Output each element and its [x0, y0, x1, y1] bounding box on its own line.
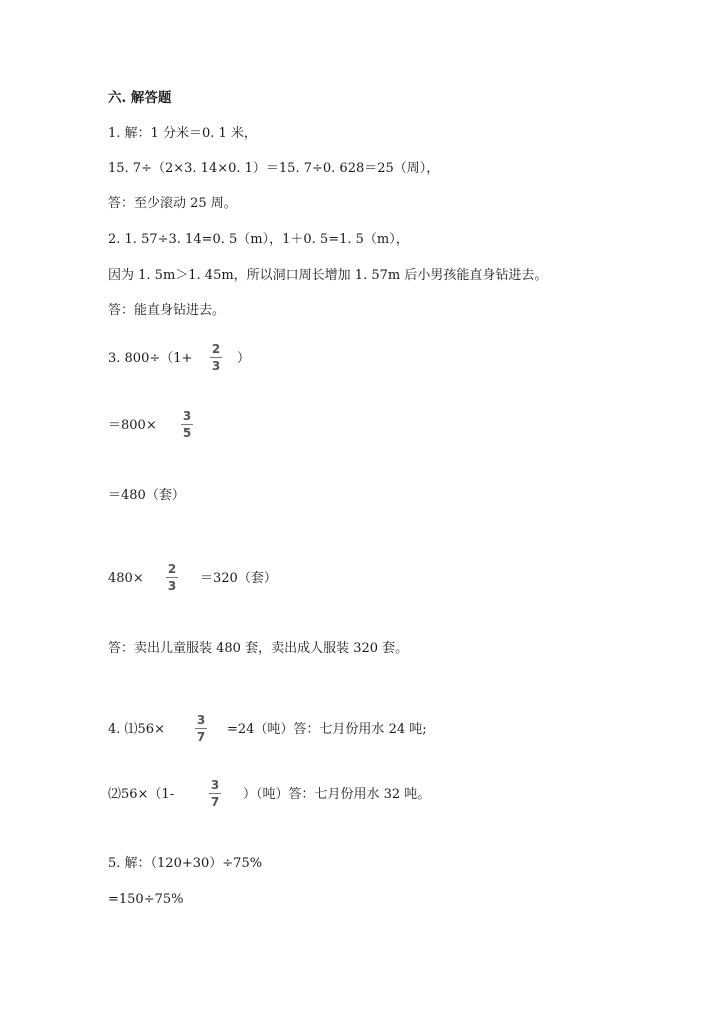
q4-l2-denominator: 7 [210, 795, 220, 809]
q3-l4-fraction [164, 562, 180, 593]
q2-answer: 答：能直身钻进去。 [108, 303, 226, 318]
q4-l2-pre: ⑵56×（1- [108, 787, 175, 802]
q3-l1-denominator: 3 [211, 359, 221, 373]
q4-l1-numerator: 3 [196, 713, 206, 727]
q5-line2: =150÷75% [108, 892, 184, 907]
q1-line2: 15. 7÷（2×3. 14×0. 1）＝15. 7÷0. 628＝25（周）， [108, 161, 440, 176]
q3-l1-numerator: 2 [211, 342, 221, 356]
q3-l2-fraction [179, 409, 195, 440]
q3-l2-denominator: 5 [182, 426, 192, 440]
q3-l4-numerator: 2 [167, 562, 177, 576]
q3-l4-denominator: 3 [167, 579, 177, 593]
q4-l2-numerator: 3 [210, 778, 220, 792]
q3-line3: ＝480（套） [108, 488, 185, 503]
q3-l4-pre: 480× [108, 571, 144, 586]
q4-l1-post: =24（吨）答：七月份用水 24 吨; [227, 722, 427, 737]
q3-l2-numerator: 3 [182, 409, 192, 423]
q3-l1-pre: 3. 800÷（1+ [108, 351, 193, 366]
q3-l1-fraction [208, 342, 224, 373]
q1-answer: 答：至少滚动 25 周。 [108, 196, 237, 211]
q3-l1-post: ） [237, 351, 251, 366]
q4-l2-post: ）（吨）答：七月份用水 32 吨。 [243, 787, 431, 802]
q3-l2-pre: ＝800× [108, 418, 157, 433]
q4-l2-fraction [207, 778, 223, 809]
q2-line2: 因为 1. 5m＞1. 45m，所以洞口周长增加 1. 57m 后小男孩能直身钻进去。 [108, 268, 548, 283]
q2-line1: 2. 1. 57÷3. 14=0. 5（m），1＋0. 5=1. 5（m）， [108, 232, 409, 247]
q3-answer: 答：卖出儿童服装 480 套，卖出成人服装 320 套。 [108, 641, 409, 656]
q4-l1-pre: 4. ⑴56× [108, 722, 165, 737]
q4-l1-fraction [193, 713, 209, 744]
section-title: 六. 解答题 [108, 90, 172, 106]
q3-l4-post: ＝320（套） [200, 571, 277, 586]
q4-l1-denominator: 7 [196, 730, 206, 744]
q1-line1: 1. 解：1 分米＝0. 1 米， [108, 126, 257, 141]
q5-line1: 5. 解：（120+30）÷75% [108, 856, 263, 871]
